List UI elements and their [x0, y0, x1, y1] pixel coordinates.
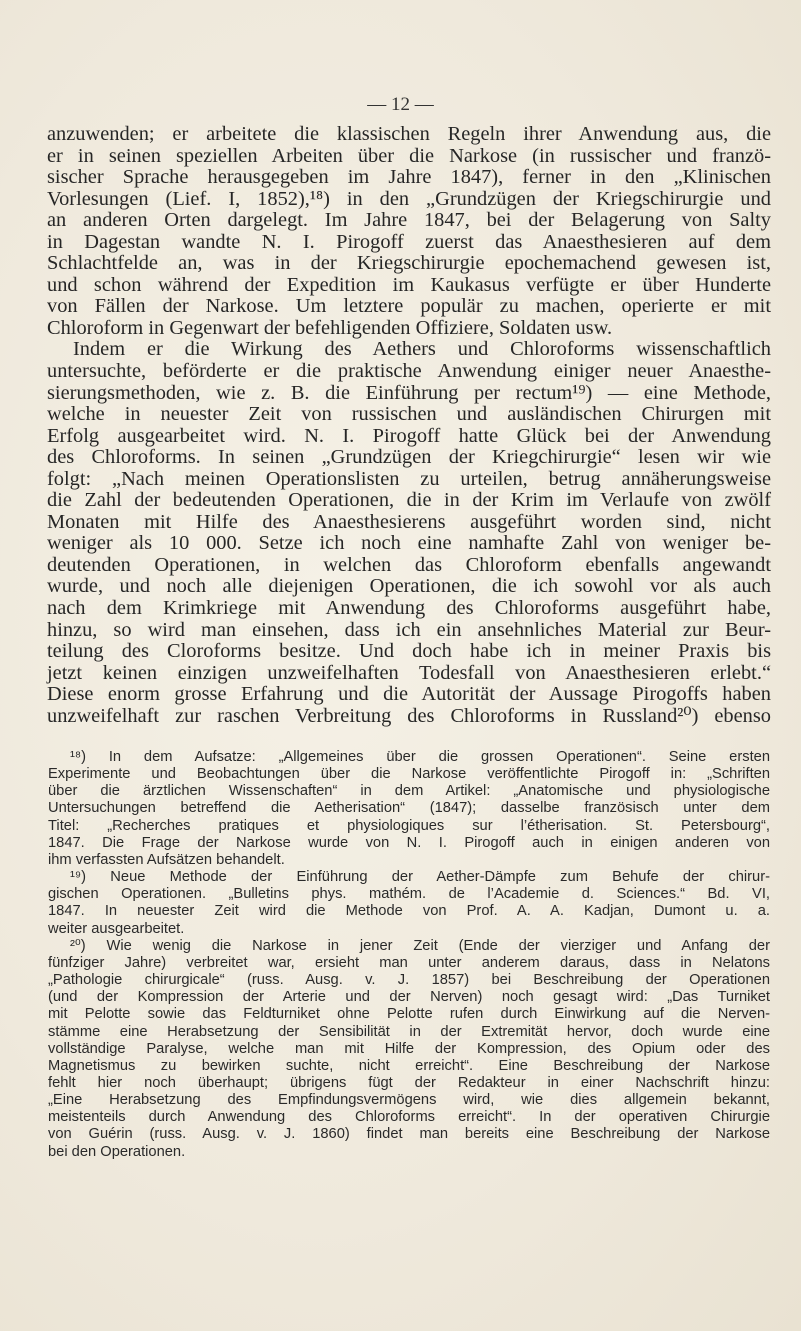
footnote-line: von Guérin (russ. Ausg. v. J. 1860) findet man bereits eine Beschreibung der Narkose	[48, 1126, 770, 1143]
text-line: anzuwenden; er arbeitete die klassischen Regeln ihrer Anwendung aus, die	[47, 123, 771, 145]
text-line: die Zahl der bedeutenden Operationen, die in der Krim im Verlaufe von zwölf	[47, 489, 771, 512]
text-line: jetzt keinen einzigen unzweifelhaften Todesfall von Anaesthesieren erlebt.“	[47, 661, 771, 684]
text-line: hinzu, so wird man einsehen, dass ich ein ansehnliches Material zur Beur-	[47, 618, 771, 641]
footnote-line: fehlt hier noch überhaupt; übrigens fügt der Redakteur in einer Nachschrift hinzu:	[48, 1074, 770, 1091]
footnote-line: (und der Kompression der Arterie und der Nerven) noch gesagt wird: „Das Turniket	[48, 989, 770, 1006]
footnote-line: 1847. In neuester Zeit wird die Methode von Prof. A. A. Kadjan, Dumont u. a.	[48, 903, 770, 920]
text-line: er in seinen speziellen Arbeiten über die Narkose (in russischer und franzö-	[47, 144, 771, 167]
page-number: — 12 —	[367, 94, 434, 115]
text-line: nach dem Krimkriege mit Anwendung des Chloroforms ausgeführt habe,	[47, 597, 771, 620]
footnote-line: stämme eine Herabsetzung der Sensibilität in der Extremität hervor, doch wurde eine	[48, 1023, 770, 1040]
footnote-line: weiter ausgearbeitet.	[48, 920, 185, 937]
text-line: weniger als 10 000. Setze ich noch eine namhafte Zahl von weniger be-	[47, 532, 771, 555]
text-line: deutenden Operationen, in welchen das Chloroform ebenfalls angewandt	[47, 553, 771, 576]
footnote-line: ¹⁸) In dem Aufsatze: „Allgemeines über die grossen Operationen“. Seine ersten	[70, 749, 770, 765]
footnote-line: meistenteils durch Anwendung des Chloroforms erreicht“. In der operativen Chirurgie	[48, 1109, 770, 1126]
text-line: wurde, und noch alle diejenigen Operationen, die ich sowohl vor als auch	[47, 575, 771, 598]
text-line: des Chloroforms. In seinen „Grundzügen der Kriegchirurgie“ lesen wir wie	[47, 446, 771, 469]
footnote-line: Titel: „Recherches pratiques et physiologiques sur l’étherisation. St. Petersbourg“,	[48, 817, 770, 834]
footnote-line: 1847. Die Frage der Narkose wurde von N. I. Pirogoff auch in einigen anderen von	[48, 834, 770, 851]
footnotes	[48, 749, 770, 1161]
footnote-line: „Pathologie chirurgicale“ (russ. Ausg. v. J. 1857) bei Beschreibung der Operationen	[48, 972, 770, 989]
footnote-line: ¹⁹) Neue Methode der Einführung der Aether-Dämpfe zum Behufe der chirur-	[70, 869, 770, 886]
text-line: Chloroform in Gegenwart der befehligenden Offiziere, Soldaten usw.	[47, 316, 613, 339]
footnote-line: über die ärztlichen Wissenschaften“ in dem Artikel: „Anatomische und physiologische	[48, 783, 770, 800]
footnote-line: Magnetismus zu bewirken suchte, nicht erreicht“. Eine Beschreibung der Narkose	[48, 1057, 770, 1074]
text-line: Schlachtfelde an, was in der Kriegschirurgie epochemachend gewesen ist,	[47, 252, 771, 275]
text-line: Vorlesungen (Lief. I, 1852),¹⁸) in den „Grundzügen der Kriegschirurgie und	[47, 187, 771, 210]
footnote-line: bei den Operationen.	[48, 1143, 186, 1160]
text-line: Erfolg ausgearbeitet wird. N. I. Pirogoff hatte Glück bei der Anwendung	[47, 424, 771, 447]
footnote-line: gischen Operationen. „Bulletins phys. mathém. de l’Academie d. Sciences.“ Bd. VI,	[48, 886, 770, 903]
text-line: von Fällen der Narkose. Um letztere populär zu machen, operierte er mit	[47, 295, 771, 318]
footnote-line: ihm verfassten Aufsätzen behandelt.	[48, 851, 285, 868]
text-line: untersuchte, beförderte er die praktische Anwendung einiger neuer Anaesthe-	[47, 360, 771, 383]
text-line: sischer Sprache herausgegeben im Jahre 1847), ferner in den „Klinischen	[47, 166, 771, 189]
text-line: unzweifelhaft zur raschen Verbreitung des Chloroforms in Russland²⁰) ebenso	[47, 704, 771, 727]
text-line: Indem er die Wirkung des Aethers und Chloroforms wissenschaftlich	[73, 338, 771, 361]
text-line: sierungsmethoden, wie z. B. die Einführung per rectum¹⁹) — eine Methode,	[47, 381, 771, 404]
text-line: an anderen Orten dargelegt. Im Jahre 1847, bei der Belagerung von Salty	[47, 209, 771, 232]
footnote-line: vollständige Paralyse, welche man mit Hilfe der Kompression, des Opium oder des	[48, 1040, 770, 1057]
footnote-line: Untersuchungen betreffend die Aetherisation“ (1847); dasselbe französisch unter dem	[48, 800, 770, 817]
text-line: Diese enorm grosse Erfahrung und die Autorität der Aussage Pirogoffs haben	[47, 683, 771, 706]
footnote-line: ²⁰) Wie wenig die Narkose in jener Zeit (Ende der vierziger und Anfang der	[70, 937, 770, 954]
text-line: folgt: „Nach meinen Operationslisten zu urteilen, betrug annäherungsweise	[47, 467, 771, 490]
main-text	[47, 124, 771, 727]
text-line: und schon während der Expedition im Kaukasus verfügte er über Hunderte	[47, 273, 771, 296]
text-line: Monaten mit Hilfe des Anaesthesierens ausgeführt worden sind, nicht	[47, 510, 771, 533]
text-line: in Dagestan wandte N. I. Pirogoff zuerst das Anaesthesieren auf dem	[47, 230, 771, 253]
footnote-line: Experimente und Beobachtungen über die Narkose veröffentlichte Pirogoff in: „Schriften	[48, 766, 770, 783]
footnote-line: fünfziger Jahre) verbreitet war, ersieht man unter anderem daraus, dass in Nelatons	[48, 954, 770, 971]
text-line: welche in neuester Zeit von russischen und ausländischen Chirurgen mit	[47, 403, 771, 426]
text-line: teilung des Cloroforms besitze. Und doch habe ich in meiner Praxis bis	[47, 640, 771, 663]
footnote-line: „Eine Herabsetzung des Empfindungsvermögens wird, wie dies allgemein bekannt,	[48, 1092, 770, 1109]
footnote-line: mit Pelotte sowie das Feldturniket ohne Pelotte rufen durch Einwirkung auf die Nerven-	[48, 1006, 770, 1023]
